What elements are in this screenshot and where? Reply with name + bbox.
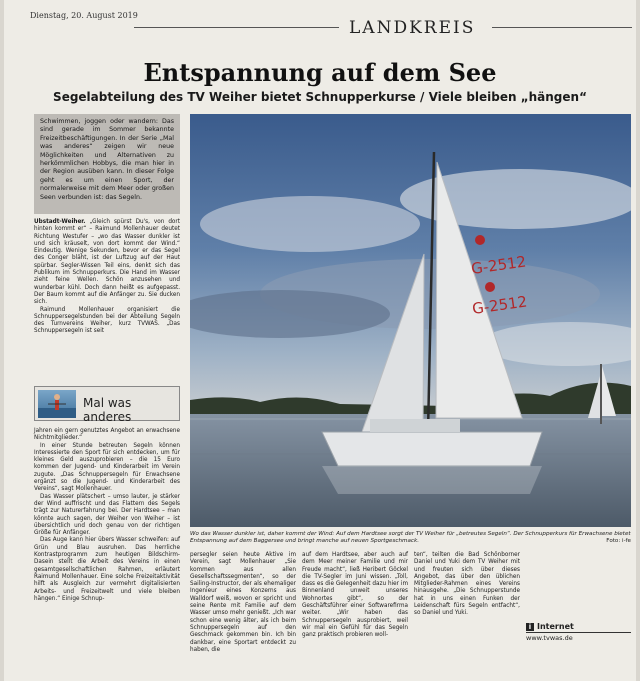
paragraph: Jahren ein gern genutztes Angebot an erwachsene Nichtmitglieder.“ bbox=[34, 428, 180, 442]
paragraph: „Gleich spürst Du's, von dort hinten kommt er“ – Raimund Mollenhauer deutet Richtung Westufer – „wo das Wasser dunkler ist und sich kräuselt, von dort kommt der Wind.“ Eindeutig. Wenige Sekunden, bevor er das Segel des Conger bläht, ist der Luftzug auf der Haut spürbar. Segler-Wissen Teil eins, denkt sich das Publikum im Schnupperkurs. Die Hand im Wasser zieht feine Wellen. Schön anzusehen und wunderbar kühl. Doch dann heißt es aufgepasst. Der Baum kommt auf die Anfänger zu. Sie ducken sich. bbox=[34, 219, 180, 306]
paragraph: Raimund Mollenhauer organisiert die Schnuppersegelstunden bei der Abteilung Segeln des Turnvereins Weiher, kurz TVWAS. „Das Schnuppersegeln ist seit bbox=[34, 306, 180, 335]
paragraph: auf dem Hardtsee, aber auch auf dem Meer meiner Familie und mir Freude macht“, ließ Heribert Göckel die TV-Segler im Juni wissen. „Toll, dass es die Gelegenheit dazu hier im Binnenland unweit unseres Wohnortes gibt“, so der Geschäftsführer einer Softwarefirma weiter. „Wir haben das Schnuppersegeln ausprobiert, weil wir mal ein Gefühl für das Segeln ganz praktisch probieren woll- bbox=[302, 552, 408, 639]
paragraph: Das Auge kann hier übers Wasser schweifen: auf Grün und Blau ausruhen. Das herrliche Kontrastprogramm zum heutigen Bildschirm-Dasein stellt die Arbeit des Vereins in einen gesamtgesellschaftlichen Rahmen, erläutert Raimund Mollenhauer. Eine solche Freizeitaktivität hilft als Ausgleich zur vermehrt digitalisierten Arbeits- und Freizeitwelt und viele bleiben hängen.“ Einige Schnup- bbox=[34, 537, 180, 602]
paragraph: Das Wasser plätschert – umso lauter, je stärker der Wind auffrischt und das Flattern des Segels trägt zur Naturerfahrung bei. Der Hardtsee – man könnte auch sagen, der Weiher von Weiher – ist übersichtlich und doch genau von der richtigen Größe für Anfänger. bbox=[34, 493, 180, 537]
sail-number-upper: G-2512 bbox=[470, 252, 528, 278]
section-title: LANDKREIS bbox=[349, 18, 476, 38]
paragraph: persegler seien heute Aktive im Verein, sagt Mollenhauer „Sie kommen aus allen Gesellschaftssegmenten“, so der Sailing-Instructor, der als ehemaliger Ingenieur eines Konzerns aus Walldorf weiß, wovon er spricht und seine Rente mit Familie auf dem Wasser umso mehr genießt. „Ich war schon eine wenig älter, als ich beim Schnuppersegeln auf den Geschmack gekommen bin. Ich bin dankbar, eine Sportart entdeckt zu haben, die bbox=[190, 552, 296, 653]
series-banner bbox=[34, 386, 180, 424]
paragraph: In einer Stunde betreuten Segeln können Interessierte den Sport für sich entdecken, um für kleines Geld auszuprobieren – die 15 Euro kommen der Jugend- und Kinderarbeit im Verein zugute. „Das Schnuppersegeln für Erwachsene ergänzt so die Jugend- und Kinderarbeit des Vereins“, sagt Mollenhauer. bbox=[34, 442, 180, 493]
dateline: Ubstadt-Weiher. bbox=[34, 219, 86, 225]
article-subheadline: Segelabteilung des TV Weiher bietet Schnupperkurse / Viele bleiben „hängen“ bbox=[53, 90, 587, 104]
article-column-2 bbox=[302, 552, 408, 640]
article-column-left-top bbox=[34, 219, 180, 336]
club-website-link[interactable]: www.tvwas.de bbox=[526, 632, 631, 642]
article-column-3 bbox=[414, 552, 520, 618]
article-column-left-bottom bbox=[34, 428, 180, 603]
article-headline: Entspannung auf dem See bbox=[143, 58, 497, 87]
article-column-1 bbox=[190, 552, 296, 654]
series-title: Mal was anderes bbox=[83, 396, 132, 424]
internet-label: Internet bbox=[537, 622, 574, 631]
internet-info-box bbox=[526, 622, 631, 642]
paragraph: ten“, teilten die Bad Schönborner Daniel und Yuki dem TV Weiher mit und freuten sich über dieses Angebot, das über den üblichen Mitglieder-Rahmen eines Vereins hinausgehe. „Die Schnupperstunde hat in uns einen Funken der Leidenschaft fürs Segeln entfacht“, so Daniel und Yuki. bbox=[414, 552, 520, 617]
sailboat-photo bbox=[190, 114, 631, 527]
info-icon: i bbox=[526, 623, 534, 631]
newspaper-page bbox=[4, 0, 636, 681]
photo-credit: Foto: i-fe bbox=[606, 538, 631, 545]
series-thumbnail bbox=[38, 390, 76, 418]
masthead-rule-right bbox=[492, 27, 632, 28]
caption-text: Wo das Wasser dunkler ist, daher kommt der Wind: Auf dem Hardtsee sorgt der TV Weiher für „betreutes Segeln“. Der Schnupperkurs für Erwachsene bietet Entspannung auf dem Baggersee und bringt manche auf neuen Sportgeschmack. bbox=[190, 531, 631, 545]
series-intro-box: Schwimmen, joggen oder wandern: Das sind gerade im Sommer bekannte Freizeitbeschäftigungen. In der Serie „Mal was anderes“ zeigen wir neue Möglichkeiten und Alternativen zu herkömmlichen Hobbys, die man hier in der Region ausüben kann. In dieser Folge geht es um einen Sport, der normalerweise mit dem Meer oder großen Seen verbunden ist: das Segeln. bbox=[34, 114, 180, 214]
issue-date: Dienstag, 20. August 2019 bbox=[30, 11, 138, 20]
photo-caption bbox=[190, 531, 631, 545]
masthead-rule-left bbox=[134, 27, 339, 28]
sail-number-lower: G-2512 bbox=[471, 292, 529, 318]
